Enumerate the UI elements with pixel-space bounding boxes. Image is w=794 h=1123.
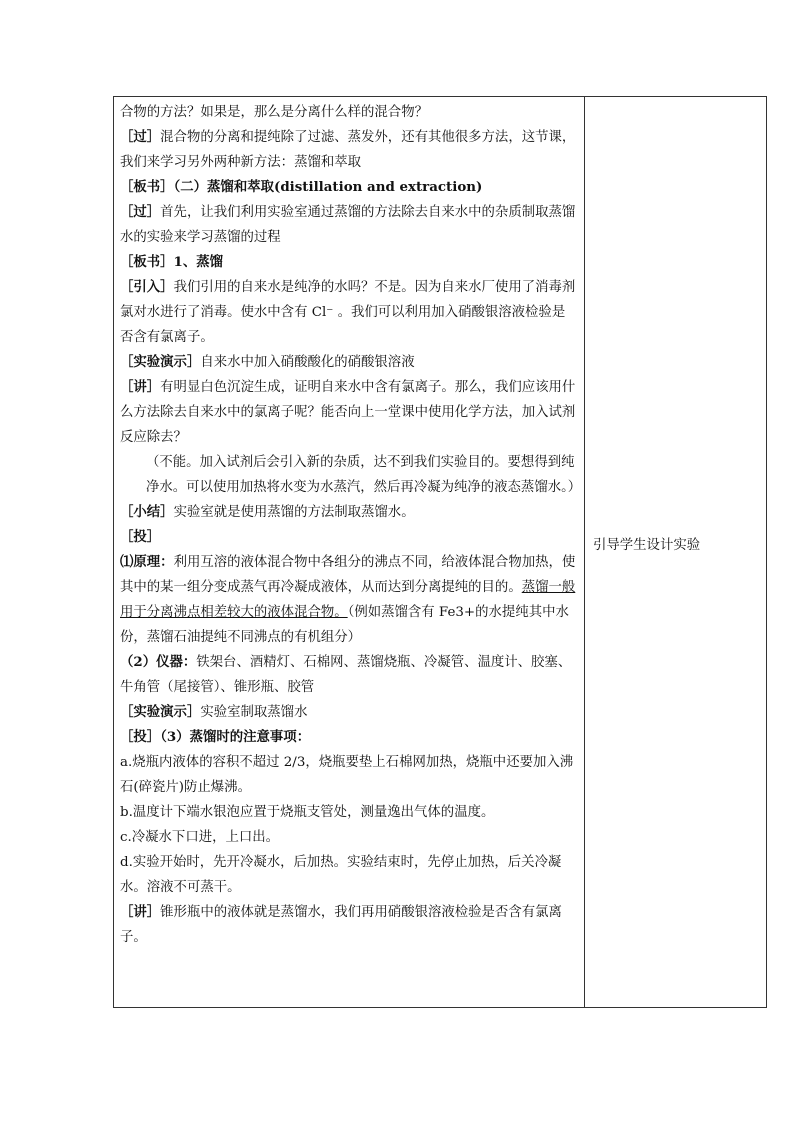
paragraph-text: a.烧瓶内液体的容积不超过 2/3，烧瓶要垫上石棉网加热，烧瓶中还要加入沸石(碎瓷片)防止爆沸。 (120, 755, 574, 795)
content-paragraph (120, 175, 578, 200)
content-paragraph (120, 800, 578, 825)
content-paragraph (120, 650, 578, 700)
content-paragraph (120, 825, 578, 850)
paragraph-text: 铁架台、酒精灯、石棉网、蒸馏烧瓶、冷凝管、温度计、胶塞、牛角管（尾接管）、锥形瓶、胶管 (120, 655, 572, 695)
student-activity-note: 引导学生设计实验 (593, 537, 701, 553)
content-paragraph (120, 100, 578, 125)
bold-label: ［投］ (120, 529, 161, 545)
bold-label: ［小结］ (120, 504, 174, 520)
content-paragraph (120, 450, 582, 500)
paragraph-text: 我们引用的自来水是纯净的水吗？不是。因为自来水厂使用了消毒剂氯对水进行了消毒。使水中含有 Cl⁻ 。我们可以利用加入硝酸银溶液检验是否含有氯离子。 (120, 280, 576, 345)
paragraph-text: （例如蒸馏含有 Fe3+的水提纯其中水份，蒸馏石油提纯不同沸点的有机组分） (120, 605, 569, 645)
content-paragraph (120, 350, 578, 375)
content-paragraph (120, 700, 578, 725)
paragraph-text: 合物的方法？如果是，那么是分离什么样的混合物？ (120, 105, 428, 120)
bold-label: ⑴原理： (120, 554, 174, 570)
bold-label: ［讲］ (120, 379, 161, 395)
content-paragraph (120, 275, 578, 350)
content-paragraph (120, 125, 578, 175)
content-paragraph (120, 725, 578, 750)
content-paragraph (120, 550, 578, 650)
bold-label: ［实验演示］ (120, 354, 201, 370)
paragraph-text: 自来水中加入硝酸酸化的硝酸银溶液 (200, 355, 415, 370)
content-paragraph (120, 500, 578, 525)
content-paragraph (120, 850, 578, 900)
paragraph-text: 实验室就是使用蒸馏的方法制取蒸馏水。 (173, 505, 415, 520)
paragraph-text: c.冷凝水下口进，上口出。 (120, 830, 280, 845)
bold-label: ［实验演示］ (120, 704, 201, 720)
bold-label: ［板书］（二）蒸馏和萃取(distillation and extraction) (120, 179, 483, 195)
paragraph-text: 实验室制取蒸馏水 (200, 705, 308, 720)
bold-label: （2）仪器： (120, 654, 197, 670)
bold-label: ［过］ (120, 129, 161, 145)
table-row (114, 97, 767, 1008)
bold-label: ［讲］ (120, 904, 161, 920)
bold-label: ［投］（3）蒸馏时的注意事项： (120, 729, 311, 745)
content-paragraph (120, 525, 578, 550)
paragraph-text: b.温度计下端水银泡应置于烧瓶支管处，测量逸出气体的温度。 (120, 805, 495, 820)
student-activity-cell (585, 97, 767, 1008)
bold-label: ［引入］ (120, 279, 174, 295)
bold-label: ［过］ (120, 204, 161, 220)
paragraph-text: （不能。加入试剂后会引入新的杂质，达不到我们实验目的。要想得到纯净水。可以使用加热将水变为水蒸汽，然后再冷凝为纯净的液态蒸馏水。） (146, 455, 582, 495)
lesson-plan-table (113, 96, 767, 1008)
paragraph-text: 混合物的分离和提纯除了过滤、蒸发外，还有其他很多方法，这节课，我们来学习另外两种新方法：蒸馏和萃取 (120, 130, 576, 170)
content-paragraph (120, 750, 578, 800)
paragraph-text: 利用互溶的液体混合物中各组分的沸点不同，给液体混合物加热，使其中的某一组分变成蒸气再冷凝成液体，从而达到分离提纯的目的。 (120, 555, 576, 595)
paragraph-text: 首先，让我们利用实验室通过蒸馏的方法除去自来水中的杂质制取蒸馏水的实验来学习蒸馏的过程 (120, 205, 576, 245)
underlined-text: 蒸馏一般用于分离沸点相差较大的液体混合物。 (120, 580, 576, 620)
paragraph-text: d.实验开始时，先开冷凝水，后加热。实验结束时，先停止加热，后关冷凝水。溶液不可蒸干。 (120, 855, 562, 895)
content-paragraph (120, 375, 578, 450)
paragraph-text: 有明显白色沉淀生成，证明自来水中含有氯离子。那么，我们应该用什么方法除去自来水中的氯离子呢？能否向上一堂课中使用化学方法，加入试剂反应除去？ (120, 380, 576, 445)
content-paragraph (120, 900, 578, 950)
content-paragraph (120, 200, 578, 250)
teaching-content-cell (114, 97, 585, 1008)
content-paragraph (120, 250, 578, 275)
paragraph-text: 锥形瓶中的液体就是蒸馏水，我们再用硝酸银溶液检验是否含有氯离子。 (120, 905, 562, 945)
teaching-content (114, 97, 584, 950)
bold-label: ［板书］1、蒸馏 (120, 254, 224, 270)
